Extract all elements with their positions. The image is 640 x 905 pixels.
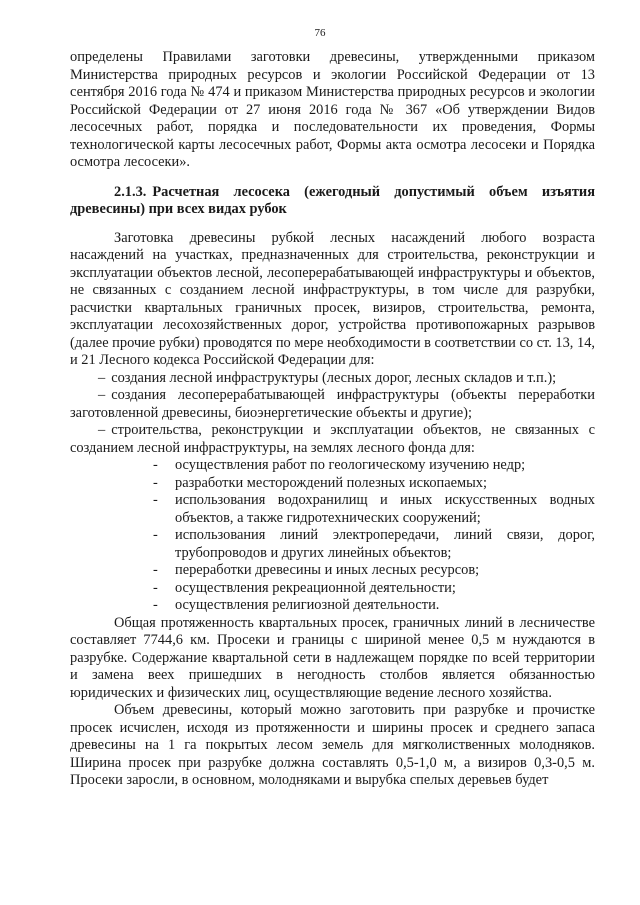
dash-item-text: создания лесоперерабатывающей инфраструктуры (объекты переработки заготовленной древесины, биоэнергетические объекты и другие); [70,387,595,421]
dash-marker: – [98,369,106,386]
bullet-marker: - [153,492,158,508]
bullet-marker: - [153,597,158,613]
list-item-text: осуществления рекреационной деятельности; [175,579,456,596]
paragraph-2: Общая протяженность квартальных просек, граничных линий в лесничестве составляет 7744,6 км. Просеки и границы с шириной менее 0,5 м нуждаются в разрубке. Содержание квартальной сети в надлежащем порядке по всей территории и замена веех пришедших в негодность столбов является обязанностью юридических и физических лиц, осуществляющие ведение лесного хозяйства. [70,614,595,701]
bullet-marker: - [153,457,158,473]
dash-marker: – [98,422,106,438]
dash-item-1 [70,370,595,388]
list-item [70,562,595,580]
list-item-text: осуществления религиозной деятельности. [175,597,440,613]
intro-paragraph: определены Правилами заготовки древесины, утвержденными приказом Министерства природных ресурсов и экологии Российской Федерации от 13 сентября 2016 года № 474 и приказом Министерства природных ресурсов и экологии Российской Федерации от 27 июня 2016 года № 367 «Об утверждении Видов лесосечных работ, порядка и последовательности их проведения, Формы технологической карты лесосечных работ, Формы акта осмотра лесосеки и Порядка осмотра лесосеки». [70,49,595,170]
bullet-marker: - [153,527,158,543]
list-item [70,475,595,493]
paragraph-1: Заготовка древесины рубкой лесных насаждений любого возраста насаждений на участках, предназначенных для строительства, реконструкции и эксплуатации объектов лесной, лесоперерабатывающей инфраструктуры и объектов, не связанных с созданием лесной инфраструктуры, в том числе для разрубки, расчистки квартальных граничных просек, визиров, строительства, ремонта, эксплуатации лесохозяйственных дорог, устройства противопожарных разрывов (далее прочие рубки) проводятся по мере необходимости в соответствии со ст. 13, 14, и 21 Лесного кодекса Российской Федерации для: [70,229,595,368]
list-item [70,597,595,615]
section-heading [70,184,595,219]
section-title: Расчетная лесосека (ежегодный допустимый объем изъятия древесины) при всех видах рубок [70,183,595,217]
section-number: 2.1.3. [114,183,147,200]
dash-item-text: создания лесной инфраструктуры (лесных дорог, лесных складов и т.п.); [111,369,557,386]
bullet-marker: - [153,579,158,596]
list-item-text: использования водохранилищ и иных искусственных водных объектов, а также гидротехнических сооружений; [175,492,595,526]
list-item-text: использования линий электропередачи, линий связи, дорог, трубопроводов и других линейных объектов; [175,527,595,561]
dash-item-2 [70,387,595,422]
list-item [70,527,595,562]
list-item-text: осуществления работ по геологическому изучению недр; [175,457,526,473]
bullet-marker: - [153,474,158,491]
dash-marker: – [98,387,106,403]
bullet-list [70,457,595,615]
bullet-marker: - [153,562,158,578]
dash-item-text: строительства, реконструкции и эксплуатации объектов, не связанных с созданием лесной инфраструктуры, на землях лесного фонда для: [70,422,595,456]
list-item [70,457,595,475]
document-body [70,49,595,790]
page-number: 76 [314,27,326,39]
list-item-text: разработки месторождений полезных ископаемых; [175,474,487,491]
list-item [70,580,595,598]
dash-item-3 [70,422,595,457]
list-item-text: переработки древесины и иных лесных ресурсов; [175,562,480,578]
list-item [70,492,595,527]
paragraph-3: Объем древесины, который можно заготовить при разрубке и прочистке просек исчислен, исходя из протяженности и ширины просек и среднего запаса древесины на 1 га покрытых лесом земель для мягколиственных молодняков. Ширина просек при разрубке должна составлять 0,5-1,0 м, а визиров 0,3-0,5 м. Просеки заросли, в основном, молодняками и вырубка спелых деревьев будет [70,702,595,788]
